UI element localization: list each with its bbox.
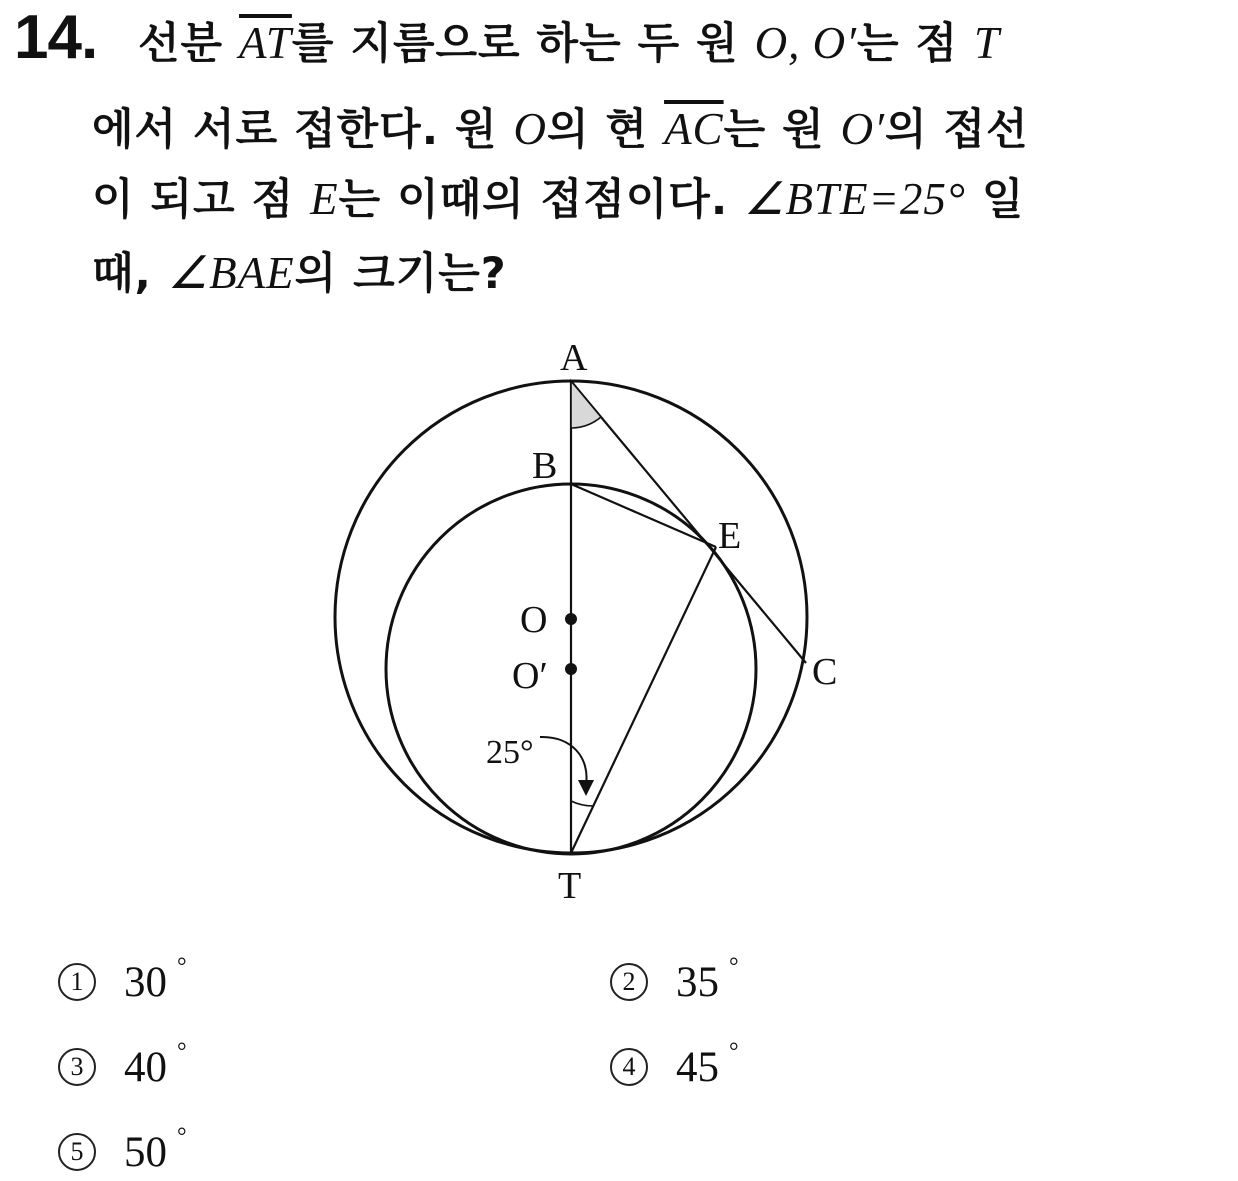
label-t: T: [558, 865, 582, 907]
option-2[interactable]: [610, 954, 739, 1007]
option-1[interactable]: [58, 954, 187, 1007]
option-marker: 2: [610, 963, 648, 1001]
label-e: E: [718, 515, 742, 557]
text: 선분: [138, 19, 240, 69]
angle-bte-mark: [571, 801, 593, 806]
text: 때,: [92, 249, 168, 299]
text: 일: [965, 175, 1025, 225]
text: 는 점: [856, 19, 974, 69]
angle-arrow: [540, 737, 587, 785]
angle-bae-mark: [571, 381, 601, 428]
math-point-t: T: [973, 18, 1001, 68]
option-marker: 3: [58, 1048, 96, 1086]
math-point-e: E: [310, 174, 339, 224]
option-value: 35: [676, 959, 719, 1006]
option-5[interactable]: [58, 1124, 187, 1177]
option-marker: 5: [58, 1133, 96, 1171]
question-number: 14.: [14, 3, 98, 72]
math-circles: O, O′: [754, 18, 857, 68]
text: 의 현: [547, 105, 665, 155]
math-angle-bae: ∠BAE: [167, 248, 295, 298]
text: 는 원: [723, 105, 841, 155]
math-circle-oprime: O′: [840, 104, 885, 154]
math-circle-o: O: [513, 104, 548, 154]
degree-unit: °: [177, 954, 187, 980]
option-value: 40: [124, 1044, 167, 1091]
arrow-head-icon: [578, 780, 594, 796]
degree-unit: °: [177, 1039, 187, 1065]
degree-unit: °: [729, 1039, 739, 1065]
degree-unit: °: [177, 1124, 187, 1150]
segment-ac: $\overline{AC}$: [664, 104, 724, 154]
point-o-prime: [565, 663, 577, 675]
segment-be: [571, 484, 716, 547]
label-a: A: [560, 337, 588, 379]
label-c: C: [812, 651, 838, 693]
text: 의 접선: [884, 105, 1029, 155]
chord-ac: [571, 381, 806, 663]
point-o: [565, 613, 577, 625]
label-o: O: [520, 599, 548, 641]
text: 는 이때의 접점이다.: [338, 175, 745, 225]
label-o-prime: O′: [512, 655, 548, 697]
text: 이 되고 점: [92, 175, 311, 225]
option-value: 30: [124, 959, 167, 1006]
degree-unit: °: [729, 954, 739, 980]
option-marker: 4: [610, 1048, 648, 1086]
label-b: B: [532, 445, 558, 487]
option-4[interactable]: [610, 1039, 739, 1092]
label-angle-25: 25°: [486, 734, 534, 771]
option-marker: 1: [58, 963, 96, 1001]
text: 에서 서로 접한다. 원: [92, 105, 514, 155]
option-value: 45: [676, 1044, 719, 1091]
text: 의 크기는?: [294, 249, 507, 299]
math-angle-bte: ∠BTE=25°: [744, 174, 966, 224]
segment-at: $\overline{AT}$: [239, 18, 292, 68]
option-value: 50: [124, 1129, 167, 1176]
option-3[interactable]: [58, 1039, 187, 1092]
text: 를 지름으로 하는 두 원: [291, 19, 755, 69]
